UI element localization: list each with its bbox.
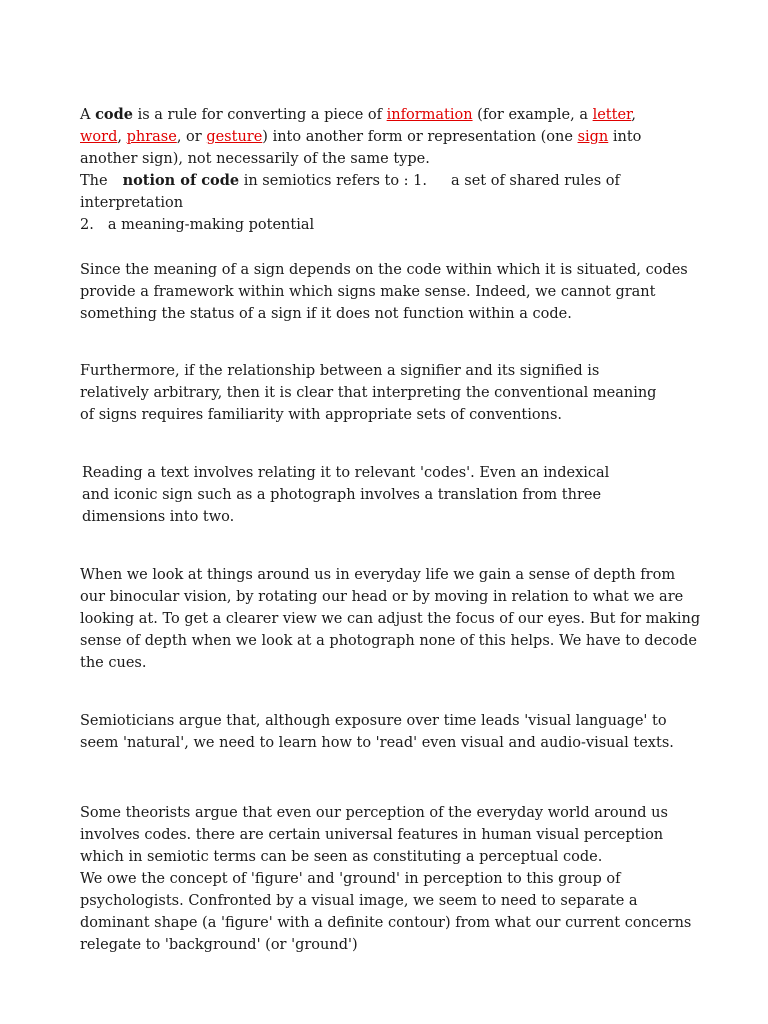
paragraph-line: We owe the concept of 'figure' and 'ground' in perception to this group of [80, 871, 621, 887]
link-sign[interactable]: sign [577, 129, 609, 145]
paragraph-line: dimensions into two. [82, 509, 235, 525]
link-phrase[interactable]: phrase [126, 129, 177, 145]
paragraph-line: Reading a text involves relating it to relevant 'codes'. Even an indexical [82, 465, 610, 481]
paragraph-4 [80, 564, 700, 674]
text: a meaning-making potential [107, 217, 315, 233]
paragraph-line: of signs requires familiarity with appropriate sets of conventions. [80, 407, 562, 423]
paragraph-3 [82, 462, 609, 528]
paragraph-1 [80, 259, 688, 325]
paragraph-2 [80, 360, 656, 426]
text: A [80, 107, 96, 123]
text: , [631, 107, 636, 123]
paragraph-line: provide a framework within which signs make sense. Indeed, we cannot grant [80, 284, 656, 300]
intro-line-2 [80, 126, 641, 148]
text: in semiotics refers to : 1. [239, 173, 428, 189]
paragraph-line: and iconic sign such as a photograph involves a translation from three [82, 487, 602, 503]
paragraph-line: which in semiotic terms can be seen as constituting a perceptual code. [80, 849, 603, 865]
link-information[interactable]: information [386, 107, 473, 123]
list-number: 2. [80, 217, 94, 233]
intro-line-4 [80, 170, 641, 192]
paragraph-line: involves codes. there are certain universal features in human visual perception [80, 827, 664, 843]
paragraph-line: looking at. To get a clearer view we can adjust the focus of our eyes. But for making [80, 611, 701, 627]
text: into [608, 129, 642, 145]
text: is a rule for converting a piece of [132, 107, 387, 123]
paragraph-line: Since the meaning of a sign depends on the code within which it is situated, codes [80, 262, 688, 278]
paragraph-6 [80, 802, 691, 956]
intro-line-5: interpretation [80, 195, 184, 211]
term-notion-of-code: notion of code [122, 172, 240, 189]
paragraph-line: relatively arbitrary, then it is clear that interpreting the conventional meaning [80, 385, 657, 401]
paragraph-line: something the status of a sign if it does not function within a code. [80, 306, 572, 322]
paragraph-line: relegate to 'background' (or 'ground') [80, 937, 358, 953]
intro-line-6 [80, 214, 641, 236]
paragraph-line: When we look at things around us in everyday life we gain a sense of depth from [80, 567, 676, 583]
term-code: code [95, 106, 133, 123]
text: , [117, 129, 127, 145]
text: The [80, 173, 108, 189]
intro-paragraph [80, 104, 641, 236]
intro-line-3: another sign), not necessarily of the same type. [80, 151, 430, 167]
text: , or [176, 129, 207, 145]
paragraph-line: Semioticians argue that, although exposure over time leads 'visual language' to [80, 713, 667, 729]
paragraph-line: Furthermore, if the relationship between a signifier and its signified is [80, 363, 600, 379]
paragraph-line: dominant shape (a 'figure' with a definite contour) from what our current concerns [80, 915, 692, 931]
intro-line-1 [80, 104, 641, 126]
link-letter[interactable]: letter [592, 107, 632, 123]
text: a set of shared rules of [451, 173, 620, 189]
paragraph-line: our binocular vision, by rotating our head or by moving in relation to what we are [80, 589, 684, 605]
link-gesture[interactable]: gesture [206, 129, 263, 145]
paragraph-line: the cues. [80, 655, 147, 671]
paragraph-line: seem 'natural', we need to learn how to 'read' even visual and audio-visual texts. [80, 735, 674, 751]
paragraph-line: Some theorists argue that even our perception of the everyday world around us [80, 805, 668, 821]
text: ) into another form or representation (one [262, 129, 578, 145]
paragraph-line: psychologists. Confronted by a visual image, we seem to need to separate a [80, 893, 638, 909]
paragraph-line: sense of depth when we look at a photograph none of this helps. We have to decode [80, 633, 697, 649]
link-word[interactable]: word [80, 129, 118, 145]
text: (for example, a [472, 107, 593, 123]
paragraph-5 [80, 710, 674, 754]
